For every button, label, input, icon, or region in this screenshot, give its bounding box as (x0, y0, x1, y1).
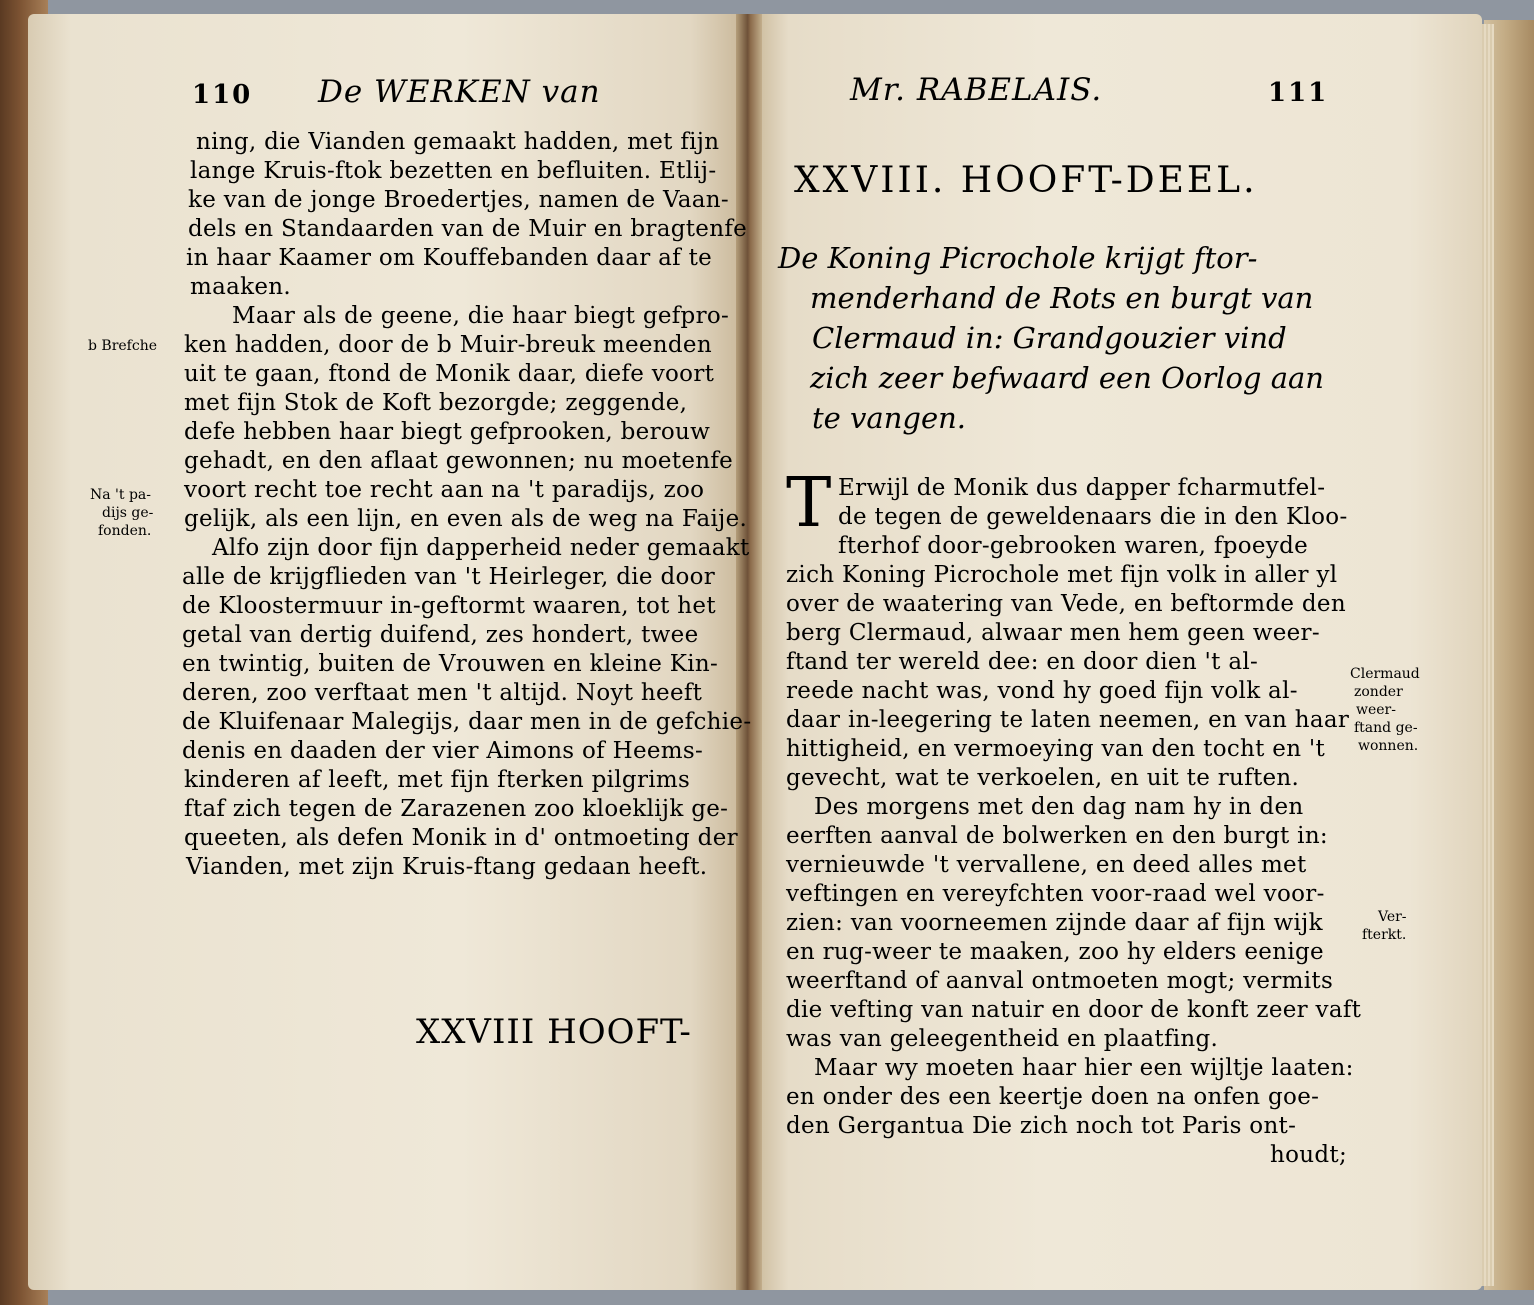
text-line: ftand ter wereld dee: en door dien 't al- (786, 649, 1259, 675)
text-line: voort recht toe recht aan na 't paradijs, zoo (184, 477, 705, 503)
catchword: XXVIII HOOFT- (416, 1012, 692, 1052)
margin-note: Ver- (1378, 909, 1407, 925)
page-number-right: 111 (1268, 78, 1329, 108)
text-line: en rug-weer te maaken, zoo hy elders eenige (786, 939, 1324, 965)
margin-note: Clermaud (1350, 666, 1420, 682)
text-line: getal van dertig duifend, zes hondert, twee (182, 622, 699, 648)
margin-note: zonder (1354, 684, 1403, 700)
text-line: Vianden, met zijn Kruis-ftang gedaan heeft. (186, 854, 708, 880)
text-line: dels en Standaarden van de Muir en bragtenfe (188, 216, 748, 242)
text-line: reede nacht was, vond hy goed fijn volk al- (786, 678, 1298, 704)
text-line: over de waatering van Vede, en beftormde den (786, 591, 1346, 617)
text-line: ke van de jonge Broedertjes, namen de Vaan- (188, 187, 729, 213)
text-line: kinderen af leeft, met fijn fterken pilgrims (184, 767, 691, 793)
text-line: gehadt, en den aflaat gewonnen; nu moetenfe (184, 448, 734, 474)
text-line: weerftand of aanval ontmoeten mogt; vermits (786, 968, 1334, 994)
text-line: die vefting van natuir en door de konft zeer vaft (786, 997, 1362, 1023)
text-line: Des morgens met den dag nam hy in den (814, 794, 1304, 820)
chapter-heading: XXVIII. HOOFT-DEEL. (794, 160, 1258, 201)
margin-note: fterkt. (1362, 927, 1407, 943)
margin-note: weer- (1356, 702, 1396, 718)
text-line: uit te gaan, ftond de Monik daar, diefe voort (184, 361, 715, 387)
text-line: en twintig, buiten de Vrouwen en kleine Kin- (182, 651, 719, 677)
text-line: met fijn Stok de Koft bezorgde; zeggende, (184, 390, 688, 416)
text-line: ning, die Vianden gemaakt hadden, met fijn (196, 129, 720, 155)
text-line: eerften aanval de bolwerken en den burgt in: (786, 823, 1328, 849)
text-line: defe hebben haar biegt gefprooken, berouw (184, 419, 711, 445)
text-line: alle de krijgflieden van 't Heirleger, die door (182, 564, 716, 590)
text-line: de Kluifenaar Malegijs, daar men in de gefchie- (182, 709, 752, 735)
page-number-left: 110 (192, 80, 253, 110)
text-line: maaken. (190, 274, 292, 300)
text-line: hittigheid, en vermoeying van den tocht en 't (786, 736, 1326, 762)
text-line: daar in-leegering te laten neemen, en van haar (786, 707, 1350, 733)
text-line: den Gergantua Die zich noch tot Paris ont- (786, 1113, 1297, 1139)
text-line: Maar wy moeten haar hier een wijltje laaten: (814, 1055, 1354, 1081)
running-head-right: Mr. RABELAIS. (850, 72, 1103, 108)
text-line: Erwijl de Monik dus dapper fcharmutfel- (838, 475, 1326, 501)
margin-note: b Brefche (88, 338, 158, 354)
text-line: de Kloostermuur in-geftormt waaren, tot het (182, 593, 716, 619)
text-line: queeten, als defen Monik in d' ontmoeting der (184, 825, 738, 851)
margin-note: dijs ge- (102, 505, 154, 521)
text-line: zien: van voorneemen zijnde daar af fijn wijk (786, 910, 1323, 936)
text-line: gevecht, wat te verkoelen, en uit te ruften. (786, 765, 1300, 791)
text-line: lange Kruis-ftok bezetten en befluiten. Etlij- (190, 158, 717, 184)
margin-note: ftand ge- (1354, 720, 1418, 736)
text-line: houdt; (1270, 1142, 1347, 1168)
margin-note: wonnen. (1358, 738, 1419, 754)
text-line: was van geleegentheid en plaatfing. (786, 1026, 1219, 1052)
text-line: gelijk, als een lijn, en even als de weg na Faije. (184, 506, 748, 532)
text-line: en onder des een keertje doen na onfen goe- (786, 1084, 1320, 1110)
book-gutter (736, 14, 762, 1290)
margin-note: Na 't pa- (90, 487, 152, 503)
chapter-summary-line: zich zeer befwaard een Oorlog aan (810, 361, 1324, 395)
text-line: veftingen en vereyfchten voor-raad wel voor- (786, 881, 1325, 907)
text-line: berg Clermaud, alwaar men hem geen weer- (786, 620, 1320, 646)
text-line: in haar Kaamer om Kouffebanden daar af te (186, 245, 713, 271)
text-line: vernieuwde 't vervallene, en deed alles met (786, 852, 1307, 878)
running-head-left: De WERKEN van (318, 74, 601, 110)
margin-note: fonden. (98, 523, 152, 539)
chapter-summary-line: menderhand de Rots en burgt van (810, 281, 1314, 315)
text-line: Alfo zijn door fijn dapperheid neder gemaakt (212, 535, 750, 561)
text-line: zich Koning Picrochole met fijn volk in aller yl (786, 562, 1338, 588)
text-line: deren, zoo verftaat men 't altijd. Noyt heeft (182, 680, 703, 706)
text-line: ftaf zich tegen de Zarazenen zoo kloeklijk ge- (184, 796, 729, 822)
chapter-summary-line: De Koning Picrochole krijgt ftor- (778, 241, 1258, 275)
text-line: ken hadden, door de b Muir-breuk meenden (184, 332, 712, 358)
text-line: fterhof door-gebrooken waren, fpoeyde (838, 533, 1309, 559)
chapter-summary-line: te vangen. (812, 401, 967, 435)
text-line: denis en daaden der vier Aimons of Heems- (182, 738, 704, 764)
text-line: de tegen de geweldenaars die in den Kloo- (838, 504, 1348, 530)
chapter-summary-line: Clermaud in: Grandgouzier vind (812, 321, 1287, 355)
text-line: Maar als de geene, die haar biegt gefpro- (232, 303, 730, 329)
drop-cap: T (786, 464, 832, 543)
